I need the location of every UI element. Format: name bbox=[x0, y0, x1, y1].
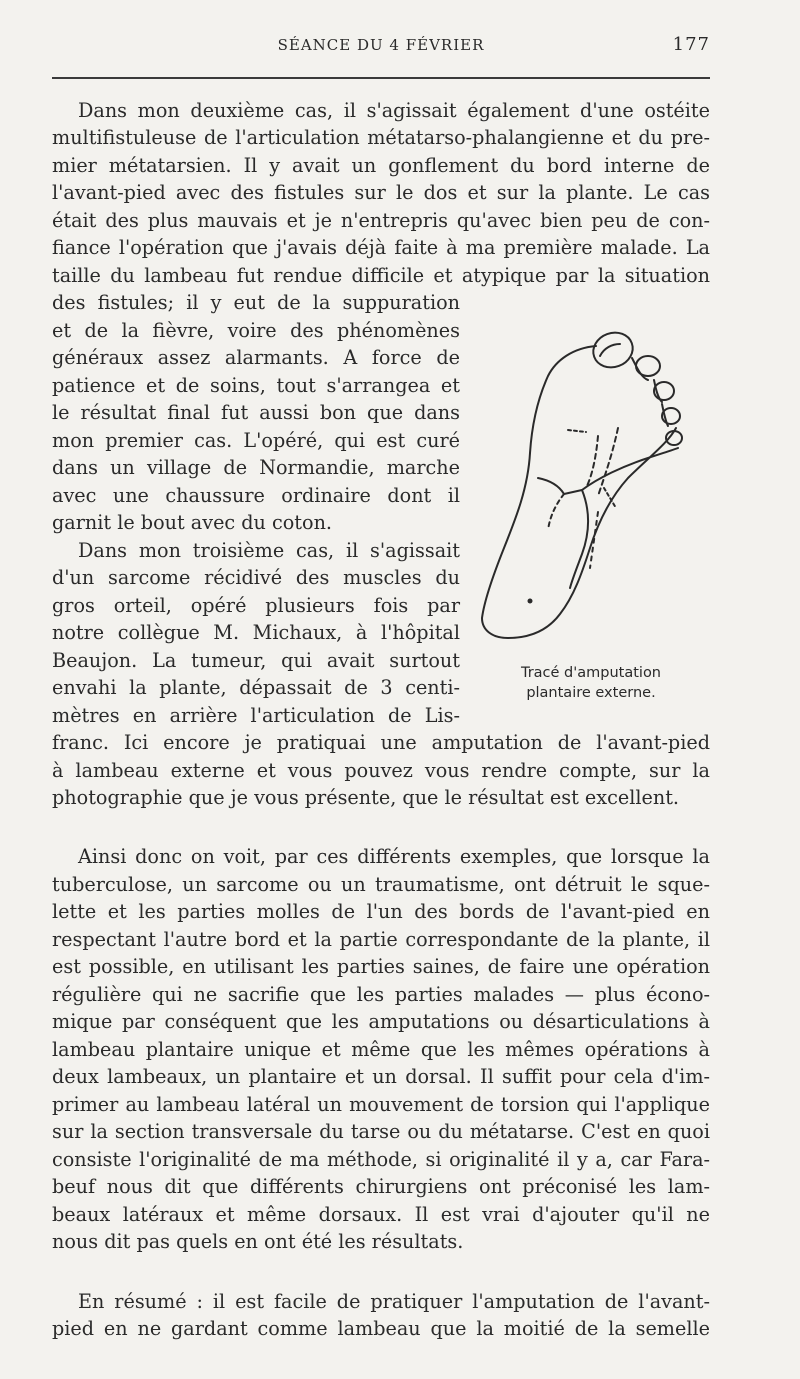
text-line: d'un sarcome récidivé des muscles du bbox=[52, 566, 460, 589]
text-line: Dans mon deuxième cas, il s'agissait également d'une ostéite bbox=[78, 99, 710, 122]
text-line: gros orteil, opéré plusieurs fois par bbox=[52, 594, 460, 617]
text-line: et de la fièvre, voire des phénomènes bbox=[52, 319, 460, 342]
text-line: régulière qui ne sacrifie que les parties malades — plus écono- bbox=[52, 983, 710, 1006]
text-line: patience et de soins, tout s'arrangea et bbox=[52, 374, 460, 397]
text-line: lambeau plantaire unique et même que les mêmes opérations à bbox=[52, 1038, 710, 1061]
foot-amputation-figure bbox=[478, 318, 700, 658]
text-line: mètres en arrière l'articulation de Lis- bbox=[52, 704, 460, 727]
text-line: tuberculose, un sarcome ou un traumatisme, ont détruit le sque- bbox=[52, 873, 710, 896]
text-line: généraux assez alarmants. A force de bbox=[52, 346, 460, 369]
text-line: multifistuleuse de l'articulation métatarso-phalangienne et du pre- bbox=[52, 126, 710, 149]
text-line: Ainsi donc on voit, par ces différents exemples, que lorsque la bbox=[78, 845, 710, 868]
text-line: est possible, en utilisant les parties saines, de faire une opération bbox=[52, 955, 710, 978]
text-line: le résultat final fut aussi bon que dans bbox=[52, 401, 460, 424]
header-title: SÉANCE DU 4 FÉVRIER bbox=[277, 36, 485, 54]
text-line: mier métatarsien. Il y avait un gonflement du bord interne de bbox=[52, 154, 710, 177]
text-line: dans un village de Normandie, marche bbox=[52, 456, 460, 479]
text-line: sur la section transversale du tarse ou du métatarse. C'est en quoi bbox=[52, 1120, 710, 1143]
text-line: franc. Ici encore je pratiquai une amputation de l'avant-pied bbox=[52, 731, 710, 754]
text-line: l'avant-pied avec des fistules sur le dos et sur la plante. Le cas bbox=[52, 181, 710, 204]
text-line: était des plus mauvais et je n'entrepris qu'avec bien peu de con- bbox=[52, 209, 710, 232]
text-line: avec une chaussure ordinaire dont il bbox=[52, 484, 460, 507]
text-line: consiste l'originalité de ma méthode, si originalité il y a, car Fara- bbox=[52, 1148, 710, 1171]
header-rule bbox=[52, 77, 710, 79]
text-line: taille du lambeau fut rendue difficile et atypique par la situation bbox=[52, 264, 710, 287]
text-line: primer au lambeau latéral un mouvement de torsion qui l'applique bbox=[52, 1093, 710, 1116]
text-line: beaux latéraux et même dorsaux. Il est vrai d'ajouter qu'il ne bbox=[52, 1203, 710, 1226]
text-line: nous dit pas quels en ont été les résultats. bbox=[52, 1230, 464, 1253]
text-line: des fistules; il y eut de la suppuration bbox=[52, 291, 460, 314]
text-line: mon premier cas. L'opéré, qui est curé bbox=[52, 429, 460, 452]
text-line: Dans mon troisième cas, il s'agissait bbox=[78, 539, 460, 562]
text-line: lette et les parties molles de l'un des bords de l'avant-pied en bbox=[52, 900, 710, 923]
text-line: photographie que je vous présente, que le résultat est excellent. bbox=[52, 786, 680, 809]
running-header bbox=[52, 34, 710, 60]
text-line: mique par conséquent que les amputations ou désarticulations à bbox=[52, 1010, 710, 1033]
text-line: beuf nous dit que différents chirurgiens ont préconisé les lam- bbox=[52, 1175, 710, 1198]
text-line: respectant l'autre bord et la partie correspondante de la plante, il bbox=[52, 928, 710, 951]
text-line: deux lambeaux, un plantaire et un dorsal. Il suffit pour cela d'im- bbox=[52, 1065, 710, 1088]
page-number: 177 bbox=[672, 34, 710, 55]
text-line: notre collègue M. Michaux, à l'hôpital bbox=[52, 621, 460, 644]
text-line: En résumé : il est facile de pratiquer l'amputation de l'avant- bbox=[78, 1290, 710, 1313]
figure-caption-line2: plantaire externe. bbox=[526, 685, 656, 701]
figure-caption-line1: Tracé d'amputation bbox=[520, 665, 661, 681]
text-line: garnit le bout avec du coton. bbox=[52, 511, 333, 534]
text-line: fiance l'opération que j'avais déjà faite à ma première malade. La bbox=[52, 236, 710, 259]
text-line: pied en ne gardant comme lambeau que la moitié de la semelle bbox=[52, 1317, 710, 1340]
text-line: envahi la plante, dépassait de 3 centi- bbox=[52, 676, 460, 699]
text-line: Beaujon. La tumeur, qui avait surtout bbox=[52, 649, 460, 672]
foot-amputation-drawing-icon bbox=[478, 318, 700, 658]
text-line: à lambeau externe et vous pouvez vous rendre compte, sur la bbox=[52, 759, 710, 782]
